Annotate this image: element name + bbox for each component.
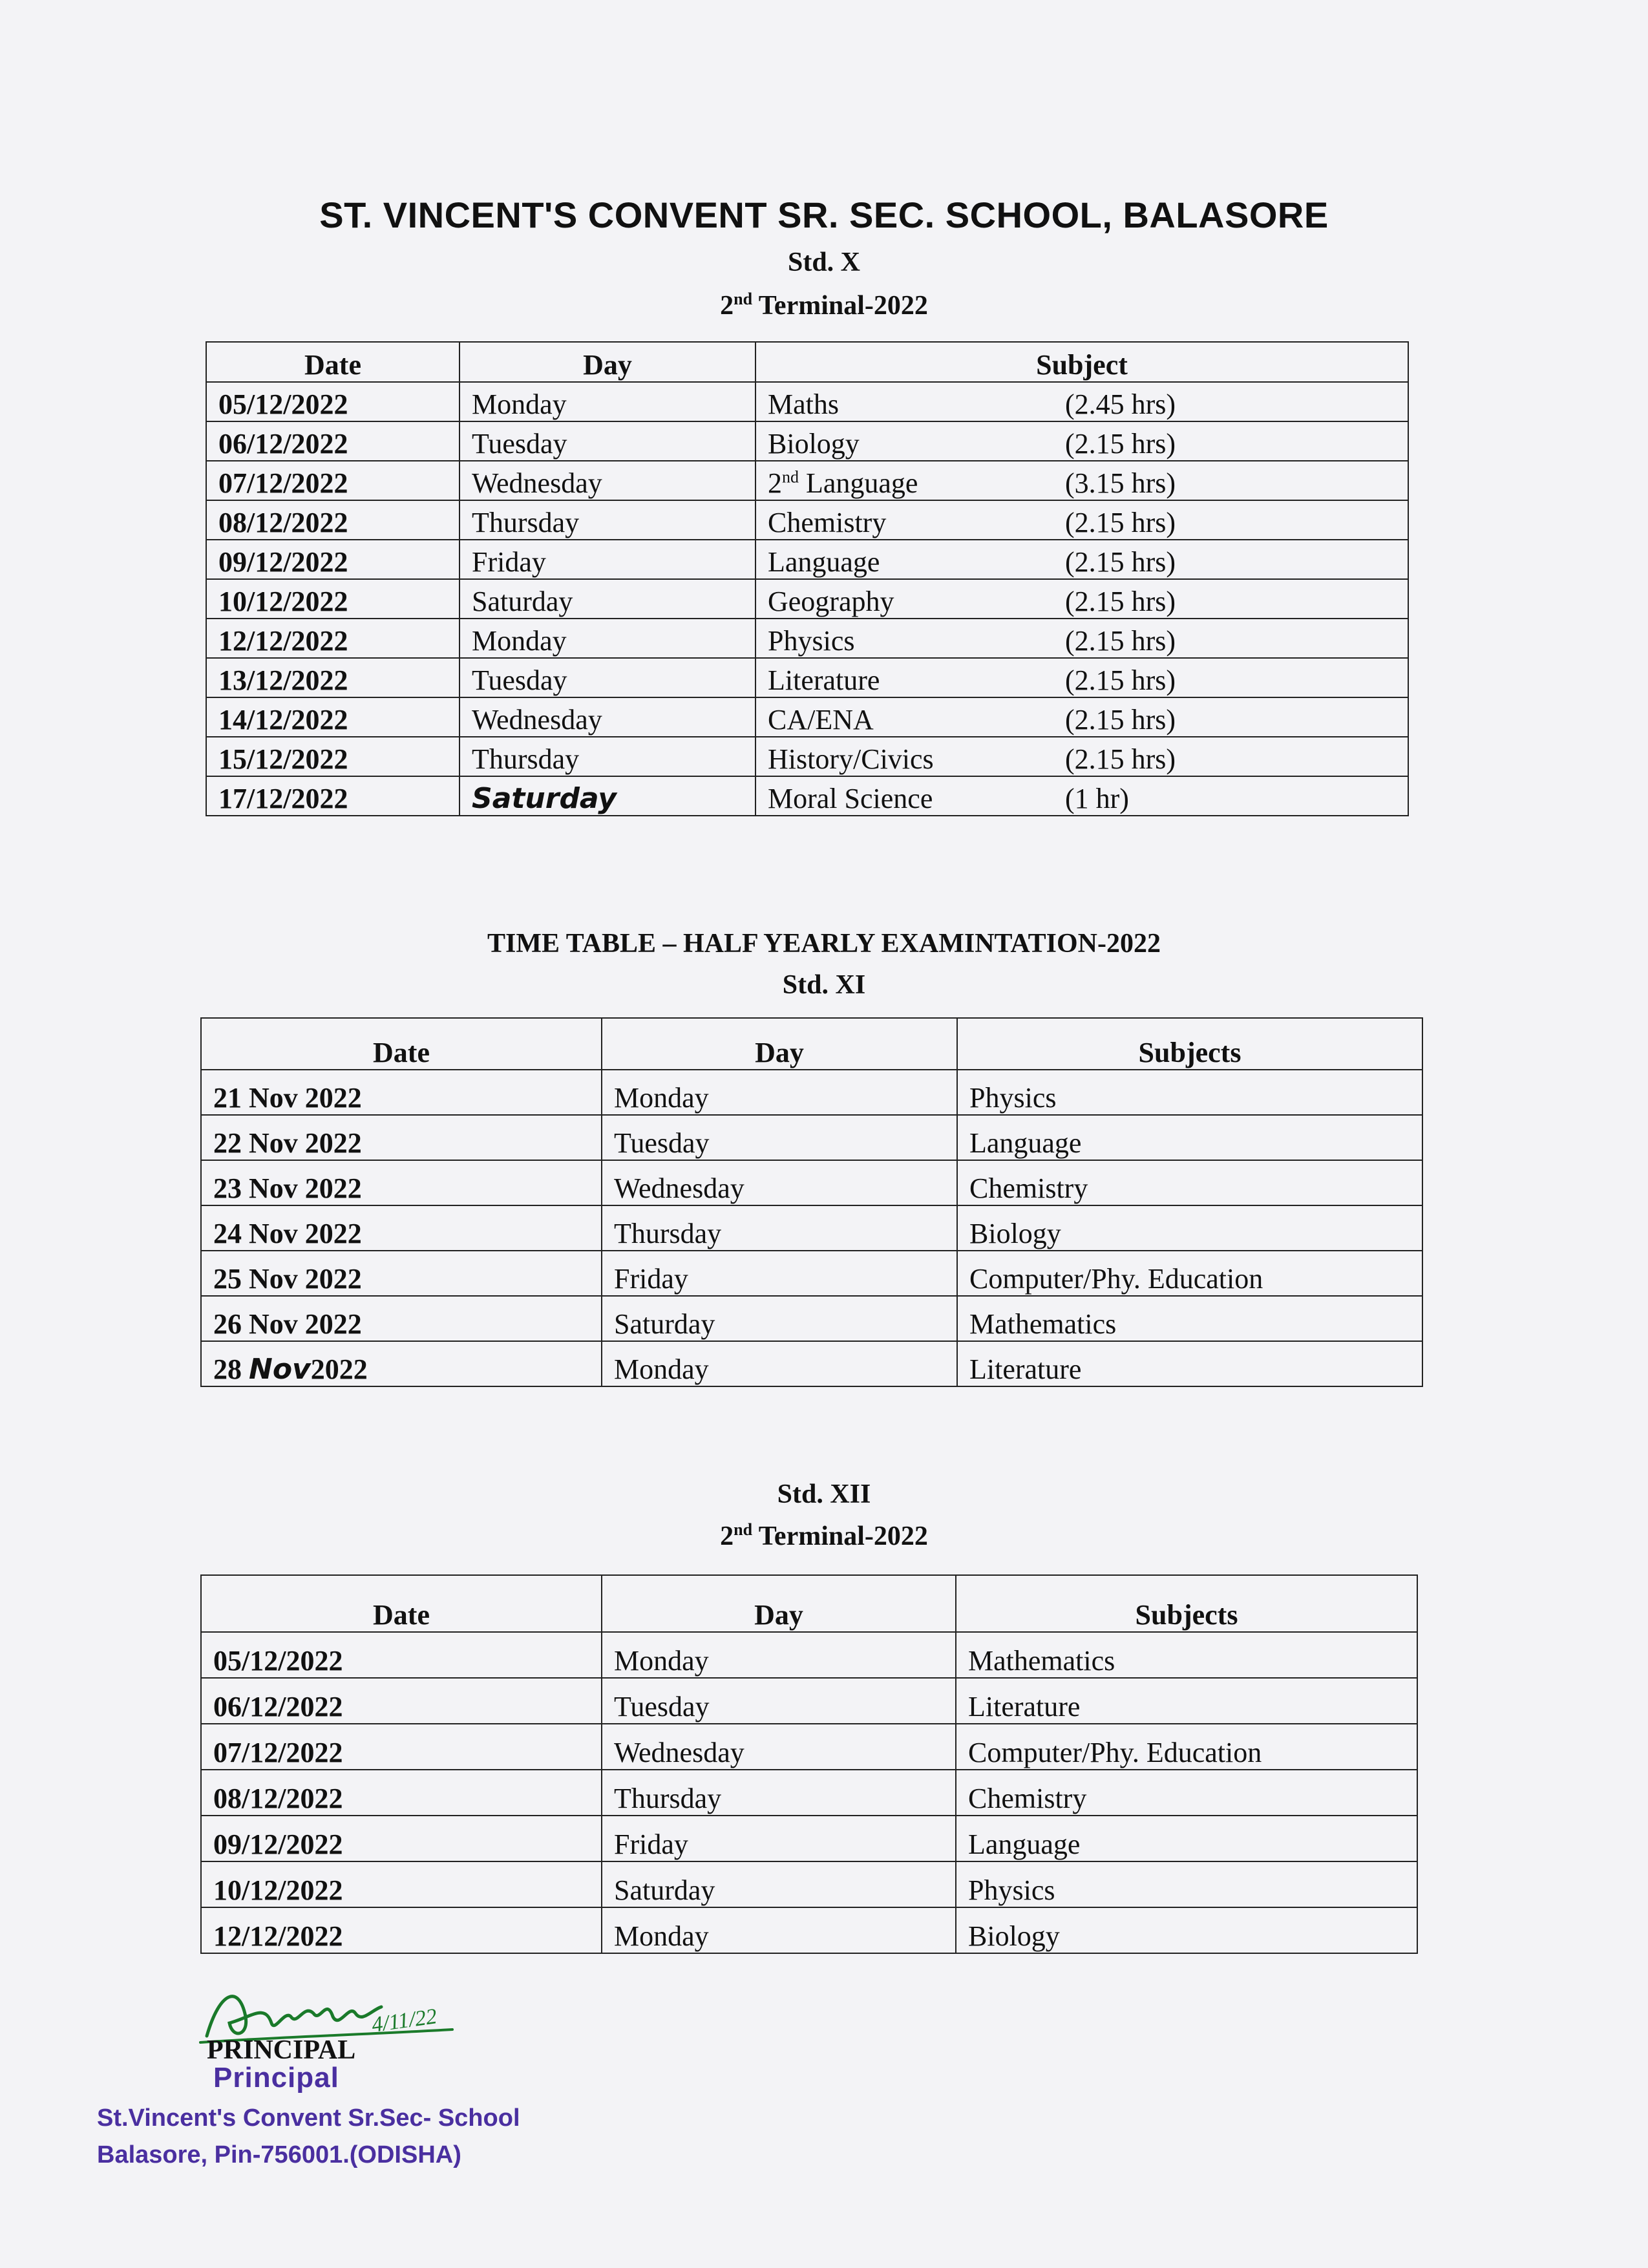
date-cell: 06/12/2022 xyxy=(206,421,460,461)
subject-duration: (3.15 hrs) xyxy=(1065,467,1176,499)
std-x-label: Std. X xyxy=(787,248,861,277)
day-cell: Tuesday xyxy=(602,1115,957,1160)
subject-duration: (2.15 hrs) xyxy=(1065,546,1176,578)
table-row xyxy=(201,1341,1422,1386)
header-subject: Subject xyxy=(755,342,1408,382)
subject-cell: Biology xyxy=(956,1907,1417,1953)
subject-name: CA/ENA xyxy=(768,704,874,736)
table-row xyxy=(201,1816,1417,1861)
subject-duration: (2.15 hrs) xyxy=(1065,586,1176,617)
stamp-line2: Balasore, Pin-756001.(ODISHA) xyxy=(97,2141,461,2168)
subject-cell: Language xyxy=(957,1115,1422,1160)
date-cell: 06/12/2022 xyxy=(201,1678,602,1724)
date-cell: 23 Nov 2022 xyxy=(201,1160,602,1205)
date-cell: 22 Nov 2022 xyxy=(201,1115,602,1160)
std-xi-label: Std. XI xyxy=(782,970,866,1000)
subject-cell xyxy=(755,619,1408,658)
subject-cell xyxy=(755,697,1408,737)
half-yearly-heading: TIME TABLE – HALF YEARLY EXAMINTATION-2022 xyxy=(487,929,1161,959)
day-cell: Thursday xyxy=(602,1205,957,1251)
day-cell: Saturday xyxy=(460,776,755,816)
table-row xyxy=(206,658,1408,697)
subject-name: Geography xyxy=(768,586,894,617)
stamp-line1: St.Vincent's Convent Sr.Sec- School xyxy=(97,2104,520,2132)
subject-duration: (2.15 hrs) xyxy=(1065,743,1176,775)
subject-name xyxy=(768,467,1065,500)
subject-ordinal-suffix: nd xyxy=(782,467,799,487)
day-cell: Tuesday xyxy=(460,658,755,697)
table-row xyxy=(201,1770,1417,1816)
date-cell: 13/12/2022 xyxy=(206,658,460,697)
subject-cell: Chemistry xyxy=(957,1160,1422,1205)
subject-cell: Physics xyxy=(956,1861,1417,1907)
day-cell: Saturday xyxy=(460,579,755,619)
subject-cell: Physics xyxy=(957,1070,1422,1115)
subject-cell xyxy=(755,579,1408,619)
subject-cell: Literature xyxy=(957,1341,1422,1386)
table-row xyxy=(206,619,1408,658)
school-title: ST. VINCENT'S CONVENT SR. SEC. SCHOOL, BALASORE xyxy=(319,195,1329,235)
subject-ordinal: 2 xyxy=(768,467,782,499)
table-row xyxy=(206,421,1408,461)
date-cell: 05/12/2022 xyxy=(201,1632,602,1678)
date-cell: 07/12/2022 xyxy=(206,461,460,500)
subject-name: Chemistry xyxy=(768,507,887,538)
table-row xyxy=(201,1205,1422,1251)
date-cell: 05/12/2022 xyxy=(206,382,460,421)
table-row xyxy=(201,1861,1417,1907)
subject-text: Language xyxy=(799,467,918,499)
table-row xyxy=(201,1070,1422,1115)
std-x-timetable xyxy=(206,341,1409,816)
subject-cell xyxy=(755,540,1408,579)
subject-cell: Computer/Phy. Education xyxy=(957,1251,1422,1296)
subject-cell: Mathematics xyxy=(956,1632,1417,1678)
subject-duration: (2.15 hrs) xyxy=(1065,428,1176,460)
day-cell: Saturday xyxy=(602,1296,957,1341)
header-day: Day xyxy=(602,1018,957,1070)
day-cell: Wednesday xyxy=(460,461,755,500)
date-cell: 21 Nov 2022 xyxy=(201,1070,602,1115)
date-cell: 14/12/2022 xyxy=(206,697,460,737)
date-cell: 25 Nov 2022 xyxy=(201,1251,602,1296)
date-cell: 07/12/2022 xyxy=(201,1724,602,1770)
day-cell: Tuesday xyxy=(460,421,755,461)
header-subject: Subjects xyxy=(957,1018,1422,1070)
subject-name: Literature xyxy=(768,664,880,696)
std-x-rows xyxy=(206,382,1408,816)
subject-duration: (2.15 hrs) xyxy=(1065,664,1176,696)
subject-duration: (2.15 hrs) xyxy=(1065,507,1176,538)
table-row xyxy=(206,737,1408,776)
date-cell: 15/12/2022 xyxy=(206,737,460,776)
date-cell xyxy=(201,1341,602,1386)
subject-duration: (1 hr) xyxy=(1065,783,1129,814)
table-row xyxy=(206,382,1408,421)
date-cell: 09/12/2022 xyxy=(201,1816,602,1861)
subject-cell xyxy=(755,737,1408,776)
subject-duration: (2.45 hrs) xyxy=(1065,388,1176,420)
table-row xyxy=(201,1632,1417,1678)
date-cell: 17/12/2022 xyxy=(206,776,460,816)
subject-name: Maths xyxy=(768,388,839,420)
subject-cell: Language xyxy=(956,1816,1417,1861)
stamp-title: Principal xyxy=(213,2062,339,2093)
day-cell: Monday xyxy=(602,1070,957,1115)
header-date: Date xyxy=(201,1018,602,1070)
date-cell: 08/12/2022 xyxy=(201,1770,602,1816)
day-cell: Thursday xyxy=(602,1770,956,1816)
date-suffix: 2022 xyxy=(310,1353,368,1385)
subject-name: Moral Science xyxy=(768,783,933,814)
header-date: Date xyxy=(206,342,460,382)
subject-cell: Biology xyxy=(957,1205,1422,1251)
subject-cell: Computer/Phy. Education xyxy=(956,1724,1417,1770)
day-cell: Wednesday xyxy=(602,1724,956,1770)
subject-cell xyxy=(755,776,1408,816)
subject-duration: (2.15 hrs) xyxy=(1065,704,1176,736)
table-row xyxy=(201,1115,1422,1160)
subject-cell xyxy=(755,421,1408,461)
day-cell: Monday xyxy=(602,1341,957,1386)
date-cell: 12/12/2022 xyxy=(206,619,460,658)
date-cell: 09/12/2022 xyxy=(206,540,460,579)
header-subject: Subjects xyxy=(956,1575,1417,1632)
day-cell: Thursday xyxy=(460,737,755,776)
table-row xyxy=(206,461,1408,500)
subject-cell xyxy=(755,500,1408,540)
date-prefix: 28 xyxy=(213,1353,249,1385)
table-row xyxy=(201,1251,1422,1296)
std-xii-label: Std. XII xyxy=(777,1479,871,1509)
day-cell: Monday xyxy=(460,619,755,658)
date-cell: 10/12/2022 xyxy=(206,579,460,619)
std-x-term: 2nd Terminal-2022 xyxy=(720,290,928,321)
subject-name: Biology xyxy=(768,428,860,460)
signature-date: 4/11/22 xyxy=(370,2004,439,2037)
day-cell: Monday xyxy=(460,382,755,421)
header-day: Day xyxy=(602,1575,956,1632)
subject-cell: Mathematics xyxy=(957,1296,1422,1341)
table-row xyxy=(206,500,1408,540)
table-row xyxy=(206,776,1408,816)
std-xii-term: 2nd Terminal-2022 xyxy=(720,1520,928,1551)
day-cell: Saturday xyxy=(602,1861,956,1907)
subject-cell xyxy=(755,461,1408,500)
subject-name: Physics xyxy=(768,625,855,657)
subject-duration: (2.15 hrs) xyxy=(1065,625,1176,657)
day-cell: Monday xyxy=(602,1632,956,1678)
day-cell: Thursday xyxy=(460,500,755,540)
day-cell: Friday xyxy=(602,1816,956,1861)
principal-stamp xyxy=(97,2062,520,2169)
std-xi-timetable xyxy=(200,1017,1423,1387)
day-cell: Monday xyxy=(602,1907,956,1953)
day-cell: Wednesday xyxy=(460,697,755,737)
table-row xyxy=(206,540,1408,579)
header-date: Date xyxy=(201,1575,602,1632)
table-row xyxy=(201,1678,1417,1724)
table-row xyxy=(201,1296,1422,1341)
header-day: Day xyxy=(460,342,755,382)
subject-name: Language xyxy=(768,546,880,578)
date-cell: 10/12/2022 xyxy=(201,1861,602,1907)
std-xii-timetable xyxy=(200,1574,1418,1954)
date-cell: 08/12/2022 xyxy=(206,500,460,540)
subject-cell xyxy=(755,382,1408,421)
date-cell: 24 Nov 2022 xyxy=(201,1205,602,1251)
date-cell: 26 Nov 2022 xyxy=(201,1296,602,1341)
date-handwritten: Nov xyxy=(249,1353,311,1386)
day-cell: Friday xyxy=(460,540,755,579)
day-cell: Wednesday xyxy=(602,1160,957,1205)
table-row xyxy=(201,1907,1417,1953)
day-cell: Tuesday xyxy=(602,1678,956,1724)
std-xi-rows xyxy=(201,1070,1422,1386)
date-cell: 12/12/2022 xyxy=(201,1907,602,1953)
subject-cell: Literature xyxy=(956,1678,1417,1724)
subject-name: History/Civics xyxy=(768,743,934,775)
table-row xyxy=(201,1724,1417,1770)
table-row xyxy=(201,1160,1422,1205)
table-row xyxy=(206,579,1408,619)
table-row xyxy=(206,697,1408,737)
subject-cell: Chemistry xyxy=(956,1770,1417,1816)
day-cell: Friday xyxy=(602,1251,957,1296)
principal-label: PRINCIPAL xyxy=(207,2035,356,2065)
std-xii-rows xyxy=(201,1632,1417,1953)
subject-cell xyxy=(755,658,1408,697)
